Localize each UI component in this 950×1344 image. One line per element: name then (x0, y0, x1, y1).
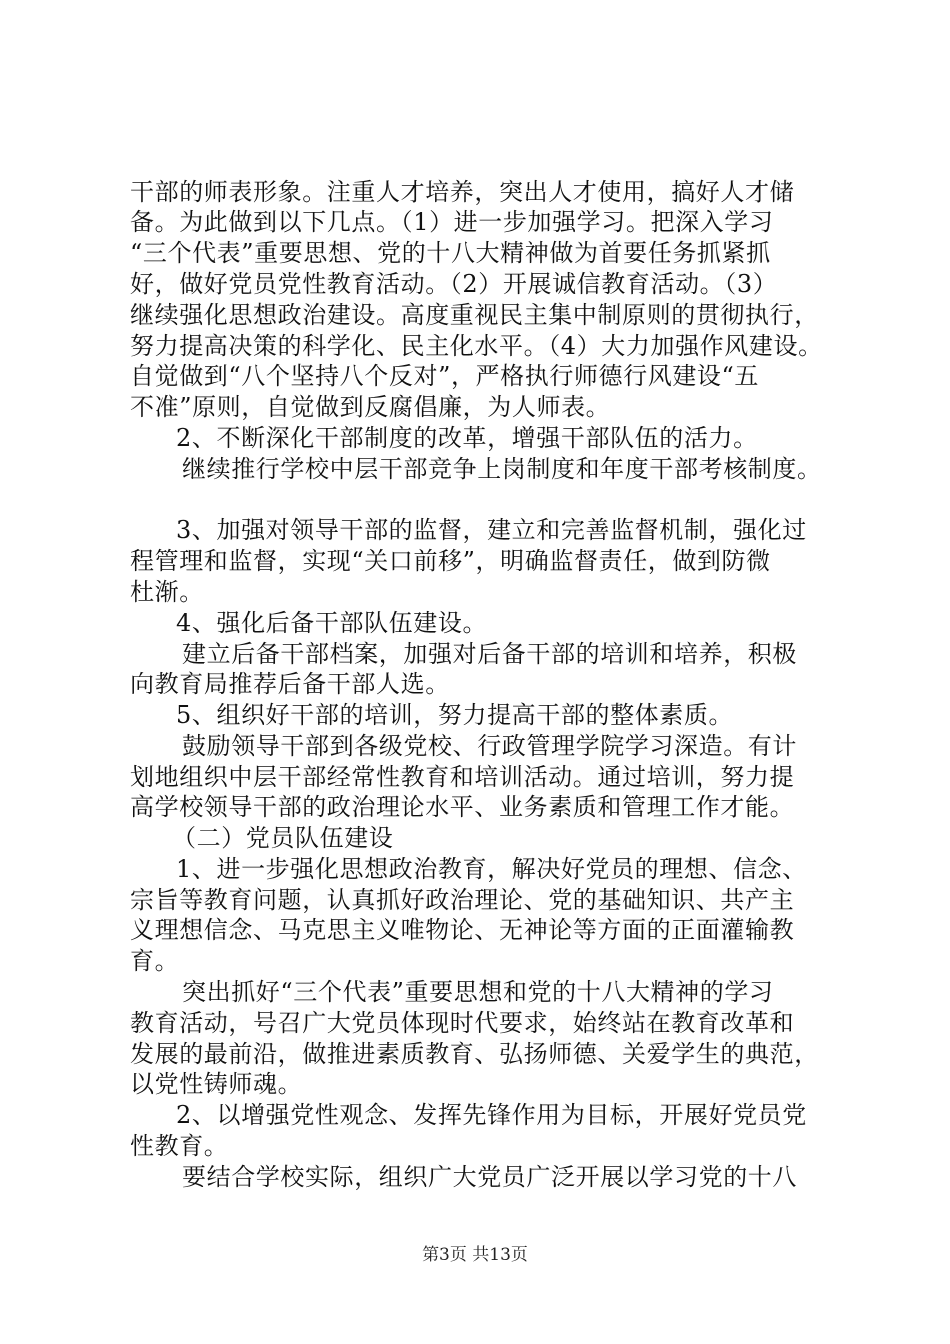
text-line: 义理想信念、马克思主义唯物论、无神论等方面的正面灌输教 (130, 916, 795, 944)
text-line: 高学校领导干部的政治理论水平、业务素质和管理工作才能。 (130, 793, 795, 821)
text-line: 杜渐。 (130, 578, 204, 606)
text-line: 向教育局推荐后备干部人选。 (130, 670, 450, 698)
text-line: 育。 (130, 947, 180, 975)
section-heading: 4、强化后备干部队伍建设。 (176, 609, 488, 637)
text-line: 干部的师表形象。注重人才培养，突出人才使用，搞好人才储 (130, 178, 795, 206)
text-line: “三个代表”重要思想、党的十八大精神做为首要任务抓紧抓 (130, 239, 771, 267)
text-line: 性教育。 (130, 1132, 229, 1160)
text-line: 程管理和监督，实现“关口前移”，明确监督责任，做到防微 (130, 547, 771, 575)
text-line: 2、以增强党性观念、发挥先锋作用为目标，开展好党员党 (176, 1101, 807, 1129)
page-footer: 第3页 共13页 (422, 1245, 528, 1265)
text-line: 以党性铸师魂。 (130, 1070, 303, 1098)
text-line: 划地组织中层干部经常性教育和培训活动。通过培训，努力提 (130, 763, 795, 791)
text-line: 要结合学校实际，组织广大党员广泛开展以学习党的十八 (182, 1163, 797, 1191)
section-heading: 5、组织好干部的培训，努力提高干部的整体素质。 (176, 701, 734, 729)
text-line: 备。为此做到以下几点。（1）进一步加强学习。把深入学习 (130, 208, 774, 236)
text-line: 教育活动，号召广大党员体现时代要求，始终站在教育改革和 (130, 1009, 795, 1037)
text-line: 好，做好党员党性教育活动。（2）开展诚信教育活动。（3） (130, 270, 778, 298)
text-line: 建立后备干部档案，加强对后备干部的培训和培养，积极 (182, 640, 797, 668)
text-line: 不准”原则，自觉做到反腐倡廉，为人师表。 (130, 393, 611, 421)
section-heading: 2、不断深化干部制度的改革，增强干部队伍的活力。 (176, 424, 758, 452)
section-heading: （二）党员队伍建设 (172, 824, 394, 852)
text-line: 发展的最前沿，做推进素质教育、弘扬师德、关爱学生的典范， (130, 1040, 819, 1068)
text-line: 努力提高决策的科学化、民主化水平。（4）大力加强作风建设。 (130, 332, 823, 360)
text-line: 宗旨等教育问题，认真抓好政治理论、党的基础知识、共产主 (130, 886, 795, 914)
text-line: 继续推行学校中层干部竞争上岗制度和年度干部考核制度。 (182, 455, 822, 483)
text-line: 继续强化思想政治建设。高度重视民主集中制原则的贯彻执行， (130, 301, 819, 329)
text-line: 突出抓好“三个代表”重要思想和党的十八大精神的学习 (182, 978, 774, 1006)
text-line: 鼓励领导干部到各级党校、行政管理学院学习深造。有计 (182, 732, 797, 760)
text-line: 自觉做到“八个坚持八个反对”，严格执行师德行风建设“五 (130, 362, 760, 390)
text-line: 3、加强对领导干部的监督，建立和完善监督机制，强化过 (176, 516, 807, 544)
text-line: 1、进一步强化思想政治教育，解决好党员的理想、信念、 (176, 855, 807, 883)
